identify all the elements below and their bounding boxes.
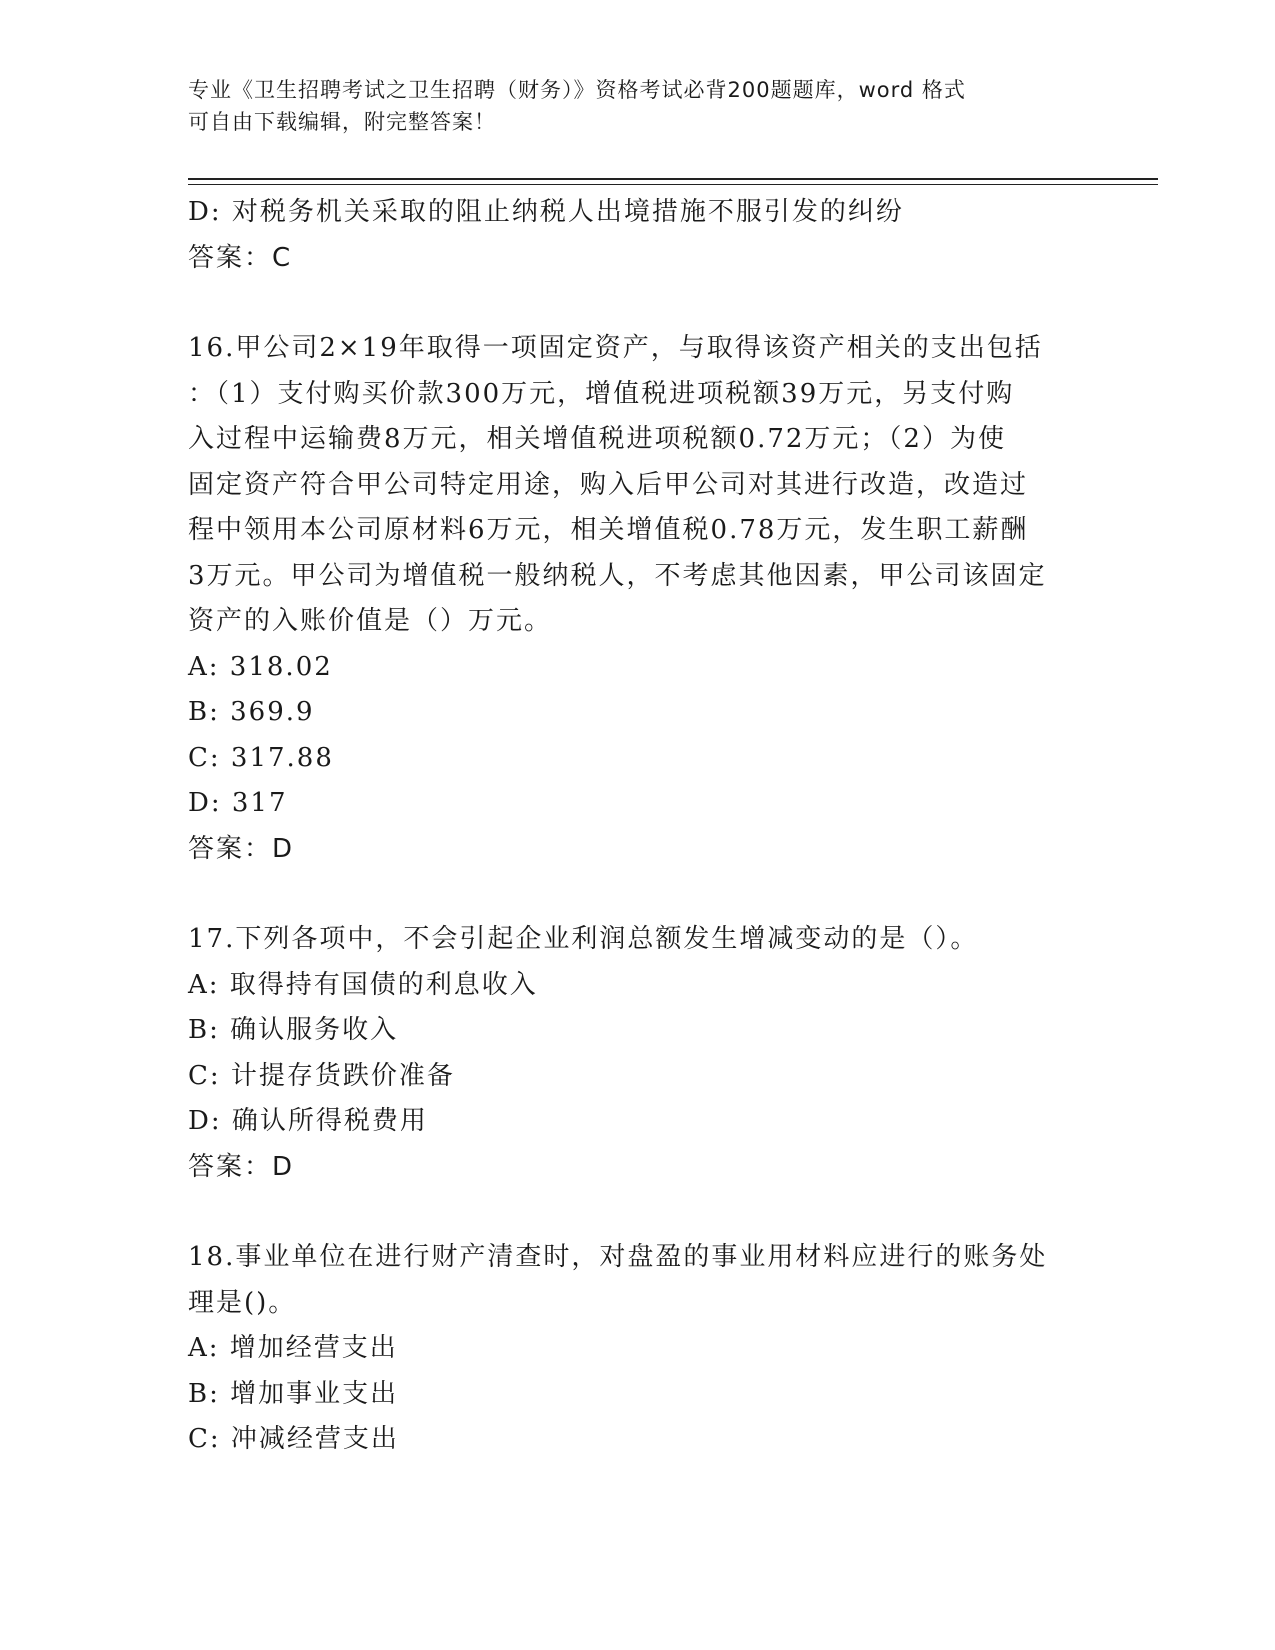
question-18 bbox=[188, 1235, 1088, 1463]
header-line-2: 可自由下载编辑，附完整答案！ bbox=[188, 110, 496, 134]
q17-option-b: B: 确认服务收入 bbox=[188, 1015, 399, 1045]
q16-stem-line: 资产的入账价值是（）万元。 bbox=[188, 606, 553, 636]
question-15-tail bbox=[188, 190, 1088, 281]
q17-option-c: C: 计提存货跌价准备 bbox=[188, 1060, 455, 1091]
header-line-1: 专业《卫生招聘考试之卫生招聘（财务）》资格考试必背200题题库，word 格式 bbox=[188, 78, 966, 102]
q16-stem-line: 3万元。甲公司为增值税一般纳税人，不考虑其他因素，甲公司该固定 bbox=[188, 560, 1047, 591]
q16-option-a: A: 318.02 bbox=[188, 651, 333, 682]
q18-option-c: C: 冲减经营支出 bbox=[188, 1424, 399, 1454]
q16-option-b: B: 369.9 bbox=[188, 697, 315, 727]
q18-stem-line: 理是()。 bbox=[188, 1287, 297, 1318]
q16-stem-line: ：（1）支付购买价款300万元，增值税进项税额39万元，另支付购 bbox=[188, 378, 1015, 409]
question-17 bbox=[188, 917, 1088, 1190]
q17-option-d: D: 确认所得税费用 bbox=[188, 1106, 428, 1136]
q16-option-c: C: 317.88 bbox=[188, 742, 334, 773]
q15-option-d: D: 对税务机关采取的阻止纳税人出境措施不服引发的纠纷 bbox=[188, 197, 904, 227]
q18-stem-line: 18.事业单位在进行财产清查时，对盘盈的事业用材料应进行的账务处 bbox=[188, 1242, 1048, 1272]
q17-stem-line: 17.下列各项中，不会引起企业利润总额发生增减变动的是（）。 bbox=[188, 924, 979, 954]
q16-answer: 答案：D bbox=[188, 833, 295, 864]
q17-answer: 答案：D bbox=[188, 1151, 295, 1182]
q16-stem-line: 程中领用本公司原材料6万元，相关增值税0.78万元，发生职工薪酬 bbox=[188, 515, 1029, 545]
question-content bbox=[188, 190, 1088, 1463]
q16-stem-line: 入过程中运输费8万元，相关增值税进项税额0.72万元；（2）为使 bbox=[188, 424, 1006, 454]
q17-option-a: A: 取得持有国债的利息收入 bbox=[188, 969, 538, 1000]
document-header bbox=[188, 74, 1088, 138]
q16-stem-line: 固定资产符合甲公司特定用途，购入后甲公司对其进行改造，改造过 bbox=[188, 469, 1029, 500]
q18-option-b: B: 增加事业支出 bbox=[188, 1378, 399, 1409]
q15-answer: 答案：C bbox=[188, 242, 293, 273]
header-divider-thick bbox=[188, 178, 1158, 180]
q16-option-d: D: 317 bbox=[188, 788, 288, 818]
question-16 bbox=[188, 326, 1088, 872]
q18-option-a: A: 增加经营支出 bbox=[188, 1333, 398, 1363]
header-divider-thin bbox=[188, 184, 1158, 185]
q16-stem-line: 16.甲公司2×19年取得一项固定资产，与取得该资产相关的支出包括 bbox=[188, 333, 1043, 363]
